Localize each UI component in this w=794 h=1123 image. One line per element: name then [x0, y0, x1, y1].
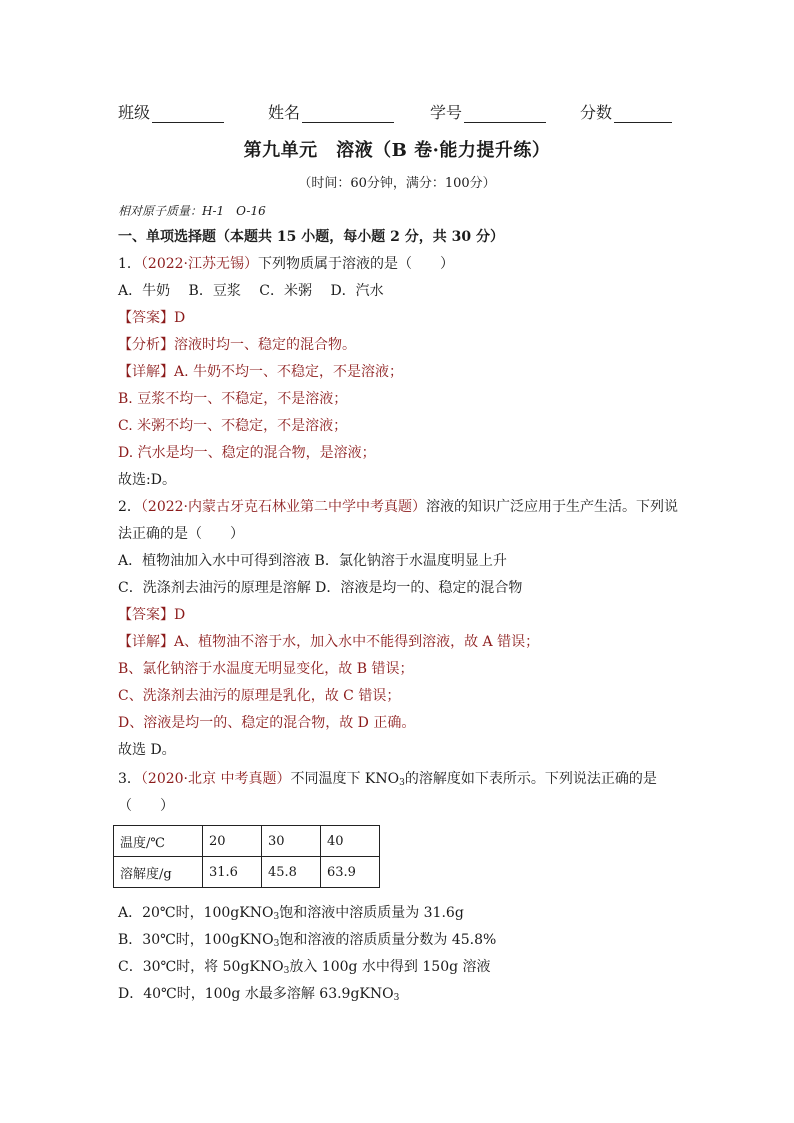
question-2-stem: 2．（2022·内蒙古牙克石林业第二中学中考真题）溶液的知识广泛应用于生产生活。下列说: [118, 499, 678, 515]
table-cell: 温度/℃: [114, 826, 203, 857]
section-heading: 一、单项选择题（本题共 15 小题，每小题 2 分，共 30 分）: [118, 229, 504, 245]
question-2-options-cd: C．洗涤剂去油污的原理是溶解 D．溶液是均一的、稳定的混合物: [118, 580, 523, 596]
solubility-table: [113, 825, 380, 888]
question-2-detail-line: C、洗涤剂去油污的原理是乳化，故 C 错误；: [118, 688, 401, 704]
name-blank[interactable]: [302, 106, 394, 123]
class-field: 班级: [118, 100, 224, 123]
question-1-stem: 1．（2022·江苏无锡）下列物质属于溶液的是（ ）: [118, 256, 455, 272]
table-cell: 45.8: [262, 857, 321, 888]
question-1-detail: 【详解】A. 牛奶不均一、不稳定，不是溶液；: [118, 364, 404, 380]
table-row: [114, 826, 380, 857]
atomic-mass-note: 相对原子质量：H-1 O-16: [118, 204, 266, 218]
question-2-detail-line: B、氯化钠溶于水温度无明显变化，故 B 错误；: [118, 661, 414, 677]
question-2-answer: 【答案】D: [118, 607, 186, 623]
question-3-option-a: A．20℃时，100gKNO$_3$饱和溶液中溶质质量为 31.6g: [118, 905, 464, 922]
name-field: 姓名: [268, 100, 394, 123]
question-1-detail-line: C. 米粥不均一、不稳定，不是溶液；: [118, 418, 348, 434]
class-blank[interactable]: [152, 106, 224, 123]
table-cell: 31.6: [203, 857, 262, 888]
student-info-row: [118, 100, 678, 122]
question-1-answer: 【答案】D: [118, 310, 186, 326]
question-3-stem: 3．（2020·北京 中考真题）不同温度下 $KNO_3$的溶解度如下表所示。下列说法正确的是: [118, 771, 657, 788]
question-1-analysis: 【分析】溶液时均一、稳定的混合物。: [118, 337, 356, 353]
question-1-detail-line: D. 汽水是均一、稳定的混合物，是溶液；: [118, 445, 376, 461]
table-cell: 40: [321, 826, 380, 857]
question-3-stem-cont: （ ）: [118, 798, 174, 814]
question-3-option-c: C．30℃时，将 50gKNO$_3$放入 100g 水中得到 150g 溶液: [118, 959, 491, 976]
question-2-stem-cont: 法正确的是（ ）: [118, 526, 244, 542]
score-field: 分数: [580, 100, 672, 123]
table-cell: 20: [203, 826, 262, 857]
table-cell: 63.9: [321, 857, 380, 888]
table-row: [114, 857, 380, 888]
question-2-conclusion: 故选 D。: [118, 742, 176, 758]
table-cell: 溶解度/g: [114, 857, 203, 888]
question-source: （2020·北京 中考真题）: [140, 771, 291, 787]
question-source: （2022·江苏无锡）: [140, 256, 259, 272]
page-subtitle: （时间：60分钟，满分：100分）: [298, 176, 496, 191]
id-blank[interactable]: [464, 106, 546, 123]
score-blank[interactable]: [614, 106, 672, 123]
question-1-options: A．牛奶 B．豆浆 C．米粥 D．汽水: [118, 283, 384, 299]
question-source: （2022·内蒙古牙克石林业第二中学中考真题）: [140, 499, 426, 515]
question-2-detail-line: D、溶液是均一的、稳定的混合物，故 D 正确。: [118, 715, 416, 731]
page-title: 第九单元 溶液（B 卷·能力提升练）: [243, 140, 551, 161]
question-2-options-ab: A．植物油加入水中可得到溶液 B．氯化钠溶于水温度明显上升: [118, 553, 507, 569]
question-3-option-d: D．40℃时，100g 水最多溶解 63.9gKNO$_3$: [118, 986, 400, 1003]
question-1-conclusion: 故选:D。: [118, 472, 176, 488]
question-3-option-b: B．30℃时，100gKNO$_3$饱和溶液的溶质质量分数为 45.8%: [118, 932, 497, 949]
table-cell: 30: [262, 826, 321, 857]
question-2-detail: 【详解】A、植物油不溶于水，加入水中不能得到溶液，故 A 错误；: [118, 634, 540, 650]
question-1-detail-line: B. 豆浆不均一、不稳定，不是溶液；: [118, 391, 348, 407]
id-field: 学号: [430, 100, 546, 123]
